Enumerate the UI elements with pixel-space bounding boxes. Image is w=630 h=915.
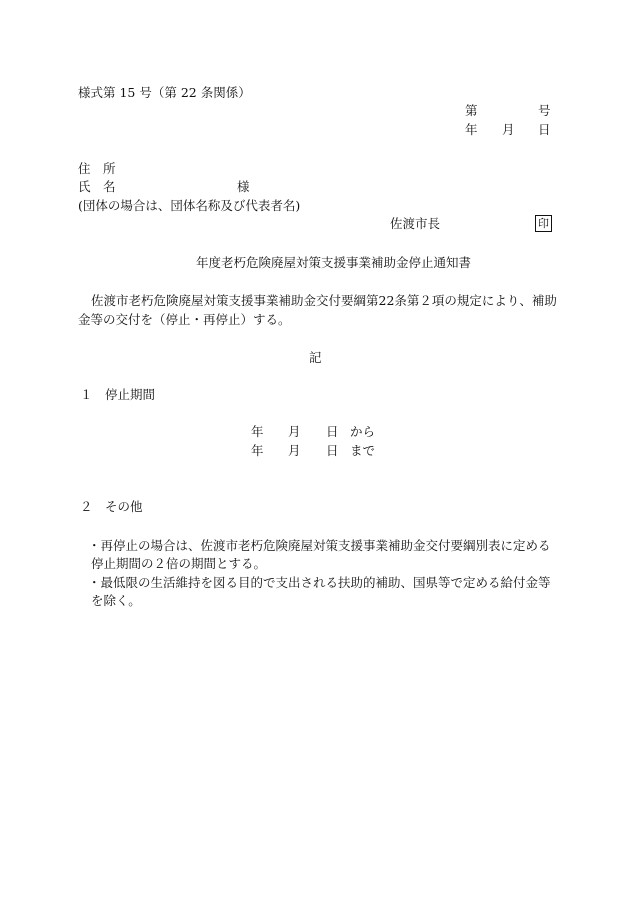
organization-note: (団体の場合は、団体名称及び代表者名) <box>78 198 301 213</box>
period-from-month: 月 <box>288 424 301 439</box>
note-item1-line2: 停止期間の２倍の期間とする。 <box>91 556 267 571</box>
ki-heading: 記 <box>309 350 322 365</box>
period-to-year: 年 <box>251 443 264 458</box>
doc-date-month: 月 <box>502 122 515 137</box>
period-from-suffix: から <box>350 424 376 439</box>
doc-date-day: 日 <box>538 122 551 137</box>
body-line-1: 佐渡市老朽危険廃屋対策支援事業補助金交付要綱第22条第２項の規定により、補助 <box>91 293 557 308</box>
seal-mark: 印 <box>535 215 552 232</box>
body-line-2: 金等の交付を（停止・再停止）する。 <box>78 312 291 327</box>
issuer-name: 佐渡市長 <box>390 216 441 231</box>
period-from-day: 日 <box>326 424 339 439</box>
name-label: 氏 名 <box>78 179 116 194</box>
doc-number-go: 号 <box>538 103 551 118</box>
note-item2-line2: を除く。 <box>91 593 141 608</box>
period-to-suffix: まで <box>350 443 376 458</box>
period-to-day: 日 <box>326 443 339 458</box>
doc-date-year: 年 <box>465 122 478 137</box>
note-item2-line1: ・最低限の生活維持を図る目的で支出される扶助的補助、国県等で定める給付金等 <box>88 575 551 590</box>
document-title: 年度老朽危険廃屋対策支援事業補助金停止通知書 <box>196 255 472 270</box>
form-number: 様式第 15 号（第 22 条関係） <box>78 85 251 100</box>
period-from-year: 年 <box>251 424 264 439</box>
note-item1-line1: ・再停止の場合は、佐渡市老朽危険廃屋対策支援事業補助金交付要綱別表に定める <box>88 538 551 553</box>
section2-heading: ２ その他 <box>80 499 143 514</box>
sama-label: 様 <box>237 179 250 194</box>
section1-heading: １ 停止期間 <box>80 387 156 402</box>
period-to-month: 月 <box>288 443 301 458</box>
doc-number-dai: 第 <box>465 103 478 118</box>
address-label: 住 所 <box>78 161 116 176</box>
